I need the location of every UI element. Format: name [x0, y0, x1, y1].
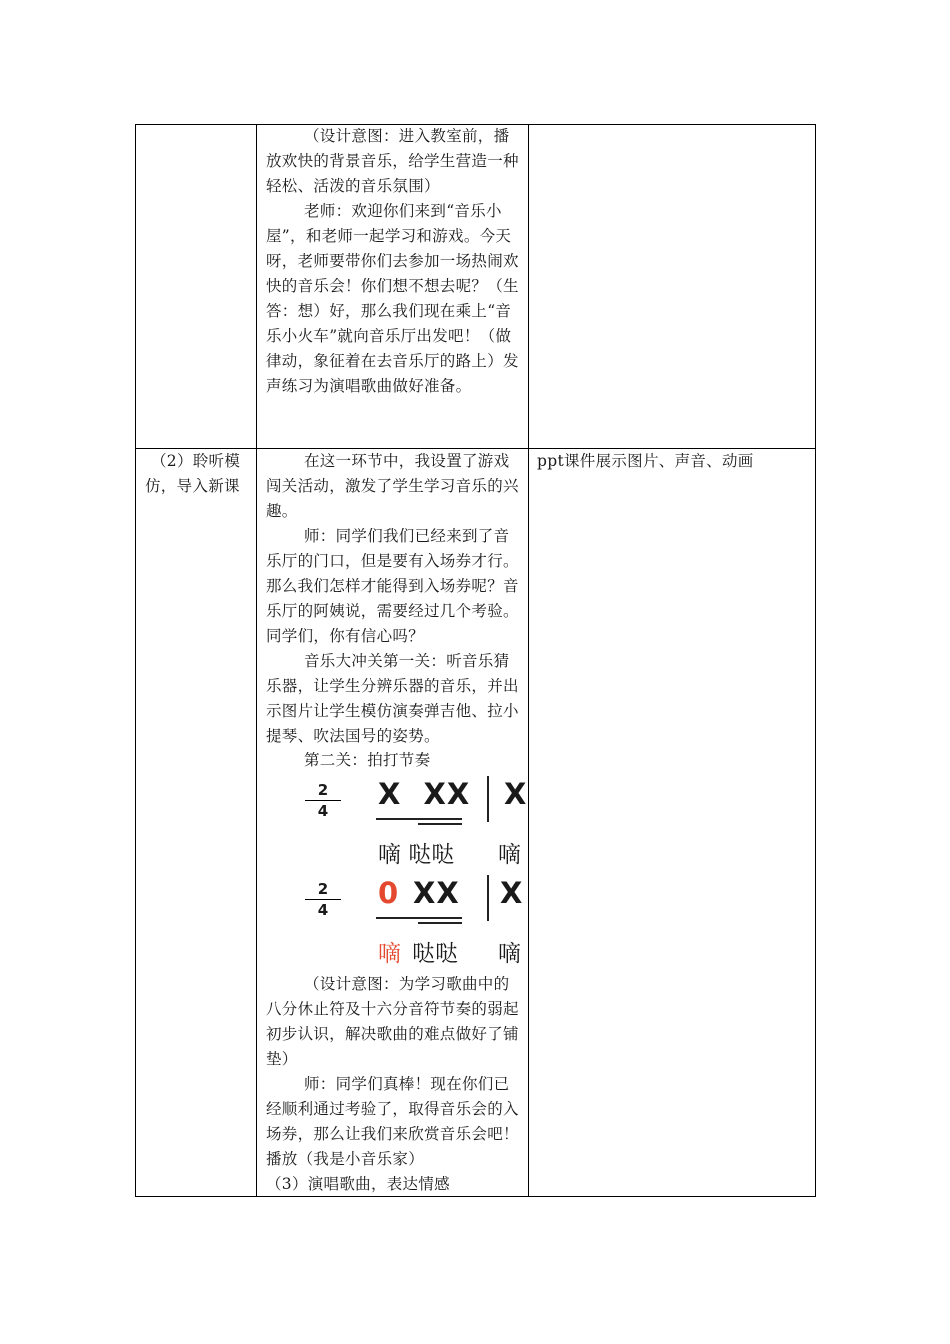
next-stage-heading: （3）演唱歌曲，表达情感 — [266, 1175, 450, 1193]
next-measure-note: X — [500, 876, 524, 910]
level-one-text: 音乐大冲关第一关：听音乐猜乐器，让学生分辨乐器的音乐，并出示图片让学生模仿演奏弹吉他、拉小提琴、吹法国号的姿势。 — [266, 652, 519, 745]
column-divider-1 — [256, 124, 257, 1197]
eighth-beam — [376, 818, 462, 820]
rest-syllable: 嘀 — [378, 941, 401, 967]
rhythm-syllables: 哒哒 — [412, 941, 458, 967]
teacher-welcome-text: 老师：欢迎你们来到“音乐小屋”，和老师一起学习和游戏。今天呀，老师要带你们去参加一场热闹欢快的音乐会！你们想不想去呢？（生答：想）好，那么我们现在乘上“音乐小火车”就向音乐厅出发吧！（做律动，象征着在去音乐厅的路上）发声练习为演唱歌曲做好准备。 — [266, 202, 519, 395]
stage-label: （2）聆听模仿，导入新课 — [145, 452, 241, 495]
table-left-border — [135, 124, 136, 1197]
sixteenth-beam — [418, 922, 462, 924]
design-intent-2: （设计意图：为学习歌曲中的八分休止符及十六分音符节奏的弱起初步认识，解决歌曲的难点做好了铺垫） — [266, 975, 519, 1068]
teacher-ticket-text: 师：同学们我们已经来到了音乐厅的门口，但是要有入场券才行。那么我们怎样才能得到入场券呢？音乐厅的阿姨说，需要经过几个考验。同学们，你有信心吗？ — [266, 527, 519, 645]
table-right-border — [815, 124, 816, 1197]
next-syllable: 嘀 — [498, 941, 521, 967]
next-measure-note: X — [504, 777, 528, 811]
sixteenth-beam — [418, 823, 462, 825]
bar-line — [487, 776, 489, 822]
teacher-praise-text: 师：同学们真棒！现在你们已经顺利通过考验了，取得音乐会的入场券，那么让我们来欣赏音乐会吧！播放（我是小音乐家） — [266, 1075, 519, 1168]
eighth-beam — [376, 917, 462, 919]
rhythm-syllables: 嘀 哒哒 — [378, 842, 455, 868]
design-intent-1: （设计意图：进入教室前，播放欢快的背景音乐，给学生营造一种轻松、活泼的音乐氛围） — [266, 127, 519, 195]
time-signature: 2 4 — [305, 881, 341, 918]
rhythm-notes: XX — [413, 876, 460, 910]
next-syllable: 嘀 — [498, 842, 521, 868]
rhythm-score-2 — [300, 875, 530, 975]
level-two-heading: 第二关：拍打节奏 — [304, 751, 431, 769]
time-signature: 2 4 — [305, 782, 341, 819]
media-note: ppt课件展示图片、声音、动画 — [537, 452, 754, 470]
bar-line — [487, 875, 489, 921]
game-intro-text: 在这一环节中，我设置了游戏闯关活动，激发了学生学习音乐的兴趣。 — [266, 452, 519, 520]
rhythm-score-1 — [300, 776, 530, 876]
rest-note: 0 — [378, 876, 400, 910]
rhythm-notes: X XX — [378, 777, 471, 811]
column-divider-2 — [528, 124, 529, 1197]
